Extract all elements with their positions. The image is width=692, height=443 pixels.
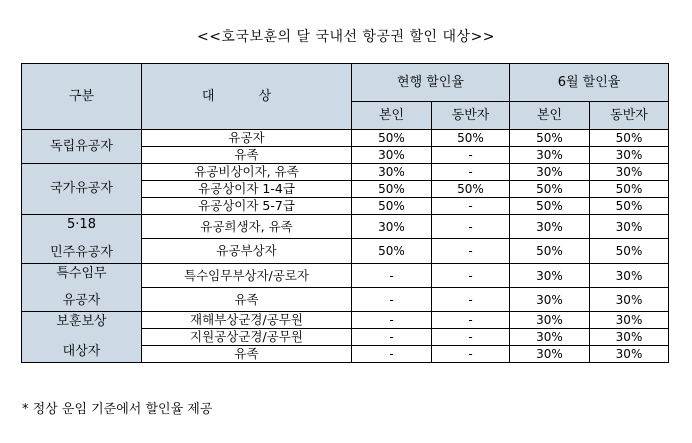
row-target: 유공상이자 5-7급 [142,198,352,215]
row-june-self: 30% [510,288,590,312]
row-june-companion: 50% [590,198,669,215]
header-target: 대 상 [142,64,352,130]
row-current-companion: - [432,329,510,346]
header-june-rate: 6월 할인율 [510,64,669,102]
header-category: 구분 [22,64,142,130]
row-target: 유족 [142,346,352,363]
row-current-companion: - [432,215,510,239]
row-june-companion: 50% [590,130,669,147]
row-june-self: 30% [510,264,590,288]
page-title: <<호국보훈의 달 국내선 항공권 할인 대상>> [196,29,496,45]
row-current-self: 50% [352,181,432,198]
row-june-companion: 30% [590,164,669,181]
group-label-line1: 보훈보상 [56,314,107,329]
header-current-rate: 현행 할인율 [352,64,510,102]
row-target: 재해부상군경/공무원 [142,312,352,329]
row-current-companion: - [432,239,510,264]
group-label-line2: 유공자 [62,293,101,308]
table-row [22,215,669,239]
row-current-companion: 50% [432,130,510,147]
group-label [22,264,142,312]
row-june-companion: 30% [590,329,669,346]
row-june-companion: 30% [590,147,669,164]
row-current-self: - [352,288,432,312]
group-label-line2: 대상자 [62,344,101,359]
row-june-companion: 30% [590,215,669,239]
row-current-self: - [352,346,432,363]
header-current-companion: 동반자 [432,102,510,130]
table-row [22,130,669,147]
group-label-line1: 5·18 [67,217,96,232]
row-target: 특수임무부상자/공로자 [142,264,352,288]
row-target: 유공비상이자, 유족 [142,164,352,181]
row-current-self: - [352,329,432,346]
row-current-self: 50% [352,239,432,264]
row-june-self: 30% [510,147,590,164]
row-current-companion: - [432,147,510,164]
row-june-self: 30% [510,346,590,363]
group-label [22,215,142,264]
row-current-self: 50% [352,130,432,147]
row-june-companion: 50% [590,181,669,198]
row-target: 유공상이자 1-4급 [142,181,352,198]
row-june-self: 30% [510,312,590,329]
table-row [22,264,669,288]
table-row [22,312,669,329]
group-label [22,312,142,363]
row-june-companion: 50% [590,239,669,264]
row-june-self: 50% [510,239,590,264]
row-current-self: 30% [352,215,432,239]
row-june-companion: 30% [590,312,669,329]
row-current-self: 30% [352,164,432,181]
row-current-companion: - [432,346,510,363]
row-target: 유족 [142,288,352,312]
row-current-self: - [352,312,432,329]
group-label: 독립유공자 [22,130,142,164]
row-current-companion: - [432,312,510,329]
row-target: 유공자 [142,130,352,147]
row-current-companion: - [432,264,510,288]
row-june-self: 50% [510,181,590,198]
row-current-companion: - [432,198,510,215]
row-june-companion: 30% [590,346,669,363]
row-target: 유공희생자, 유족 [142,215,352,239]
table-row [22,164,669,181]
row-june-self: 30% [510,164,590,181]
row-june-self: 30% [510,215,590,239]
row-current-companion: - [432,164,510,181]
header-june-companion: 동반자 [590,102,669,130]
group-label-line2: 민주유공자 [50,245,113,260]
row-june-companion: 30% [590,288,669,312]
row-current-companion: - [432,288,510,312]
group-label-line1: 특수임무 [56,266,107,281]
group-label: 국가유공자 [22,164,142,215]
row-june-self: 30% [510,329,590,346]
row-current-self: - [352,264,432,288]
row-current-self: 30% [352,147,432,164]
row-target: 유족 [142,147,352,164]
footnote: * 정상 운임 기준에서 할인율 제공 [22,402,213,417]
header-june-self: 본인 [510,102,590,130]
discount-table [21,63,669,363]
row-june-self: 50% [510,130,590,147]
row-june-companion: 30% [590,264,669,288]
row-target: 유공부상자 [142,239,352,264]
row-target: 지원공상군경/공무원 [142,329,352,346]
row-current-self: 50% [352,198,432,215]
row-current-companion: 50% [432,181,510,198]
header-current-self: 본인 [352,102,432,130]
row-june-self: 50% [510,198,590,215]
